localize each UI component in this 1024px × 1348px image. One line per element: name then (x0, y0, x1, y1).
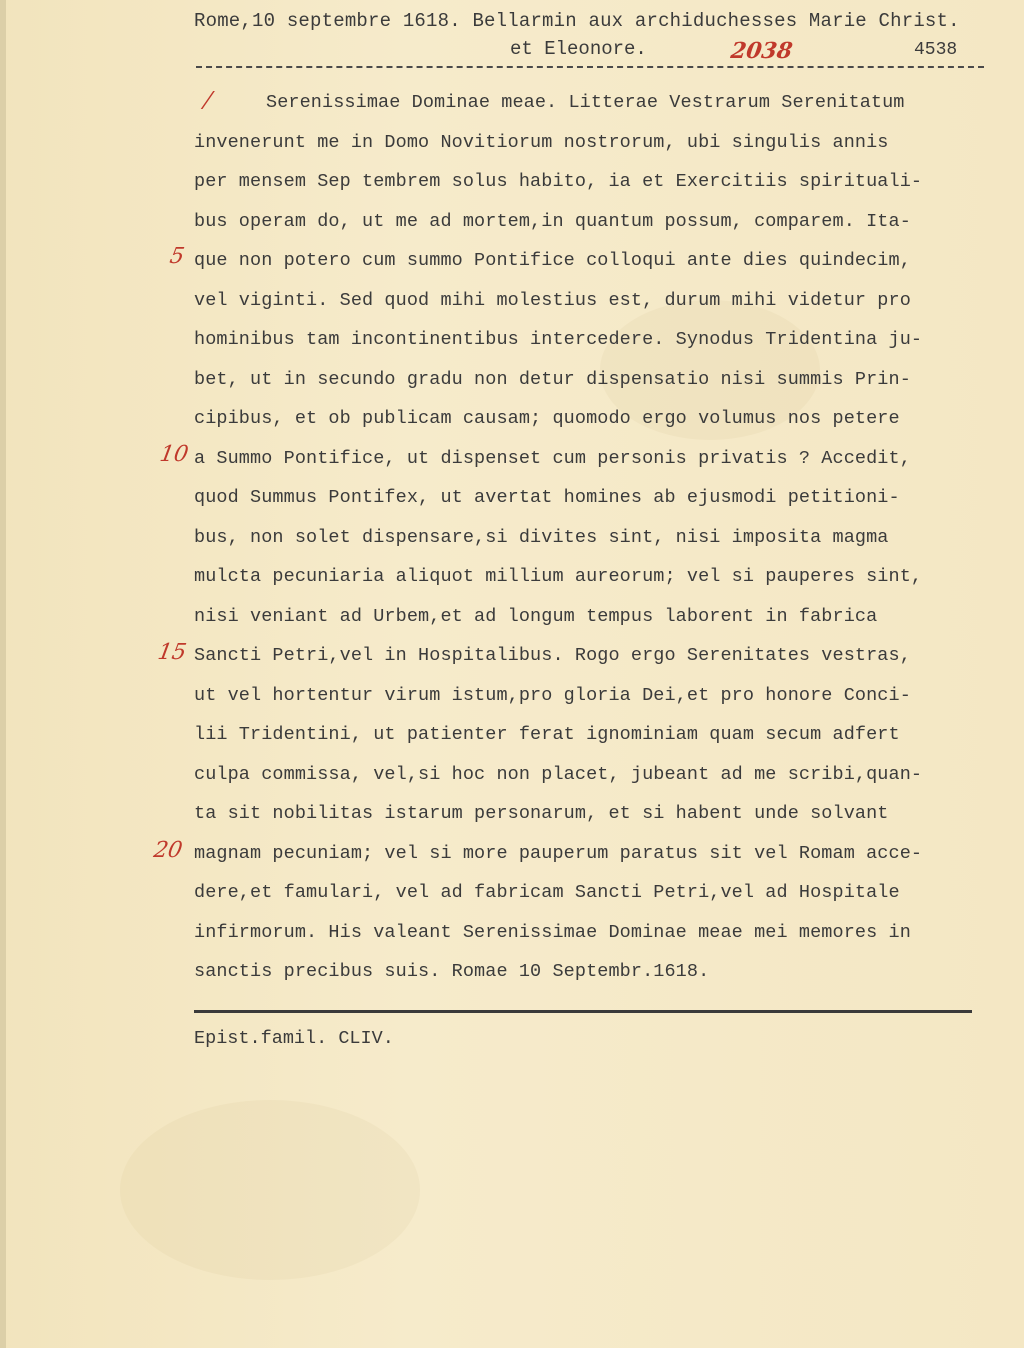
header-divider (196, 66, 984, 68)
letter-line: mulcta pecuniaria aliquot millium aureorum; vel si pauperes sint, (194, 566, 923, 587)
paper-stain (120, 1100, 420, 1280)
letter-line: bet, ut in secundo gradu non detur dispensatio nisi summis Prin- (194, 368, 911, 390)
margin-number-15: 15 (155, 640, 189, 665)
letter-line: bus, non solet dispensare,si divites sint, nisi imposita magma (194, 526, 889, 548)
margin-number-1: / (201, 88, 214, 113)
document-number: 4538 (914, 40, 958, 60)
letter-line: hominibus tam incontinentibus intercedere. Synodus Tridentina ju- (194, 329, 923, 350)
letter-line: dere,et famulari, vel ad fabricam Sancti Petri,vel ad Hospitale (194, 882, 900, 903)
letter-line: Sancti Petri,vel in Hospitalibus. Rogo ergo Serenitates vestras, (194, 645, 911, 666)
letter-line: ta sit nobilitas istarum personarum, et si habent unde solvant (194, 803, 889, 824)
header-title-line: Rome,10 septembre 1618. Bellarmin aux archiduchesses Marie Christ. (194, 10, 960, 32)
letter-line: vel viginti. Sed quod mihi molestius est, durum mihi videtur pro (194, 289, 911, 311)
letter-line: nisi veniant ad Urbem,et ad longum tempus laborent in fabrica (194, 605, 878, 627)
margin-number-10: 10 (157, 442, 191, 467)
letter-line: culpa commissa, vel,si hoc non placet, jubeant ad me scribi,quan- (194, 763, 923, 785)
letter-line: ut vel hortentur virum istum,pro gloria Dei,et pro honore Conci- (194, 684, 911, 706)
letter-line: cipibus, et ob publicam causam; quomodo ergo volumus nos petere (194, 408, 900, 429)
page-edge (0, 0, 6, 1348)
margin-number-5: 5 (167, 244, 187, 269)
letter-line: per mensem Sep tembrem solus habito, ia et Exercitiis spirituali- (194, 171, 923, 192)
letter-line: quod Summus Pontifex, ut avertat homines ab ejusmodi petitioni- (194, 487, 900, 508)
source-reference: Epist.famil. CLIV. (194, 1028, 394, 1049)
margin-number-20: 20 (151, 838, 185, 863)
letter-line: que non potero cum summo Pontifice colloqui ante dies quindecim, (194, 250, 911, 271)
header-recipients-line: et Eleonore. (510, 38, 647, 60)
letter-line: Serenissimae Dominae meae. Litterae Vestrarum Serenitatum (266, 92, 905, 113)
letter-line: invenerunt me in Domo Novitiorum nostrorum, ubi singulis annis (194, 131, 889, 153)
letter-line: lii Tridentini, ut patienter ferat ignominiam quam secum adfert (194, 724, 900, 745)
letter-line: a Summo Pontifice, ut dispenset cum personis privatis ? Accedit, (194, 447, 911, 469)
letter-line: bus operam do, ut me ad mortem,in quantum possum, comparem. Ita- (194, 210, 911, 232)
handwritten-number: 2038 (729, 38, 795, 64)
letter-line: magnam pecuniam; vel si more pauperum paratus sit vel Romam acce- (194, 842, 923, 864)
footer-divider (194, 1010, 972, 1013)
letter-line: sanctis precibus suis. Romae 10 Septembr.1618. (194, 961, 710, 982)
letter-line: infirmorum. His valeant Serenissimae Dominae meae mei memores in (194, 921, 911, 943)
